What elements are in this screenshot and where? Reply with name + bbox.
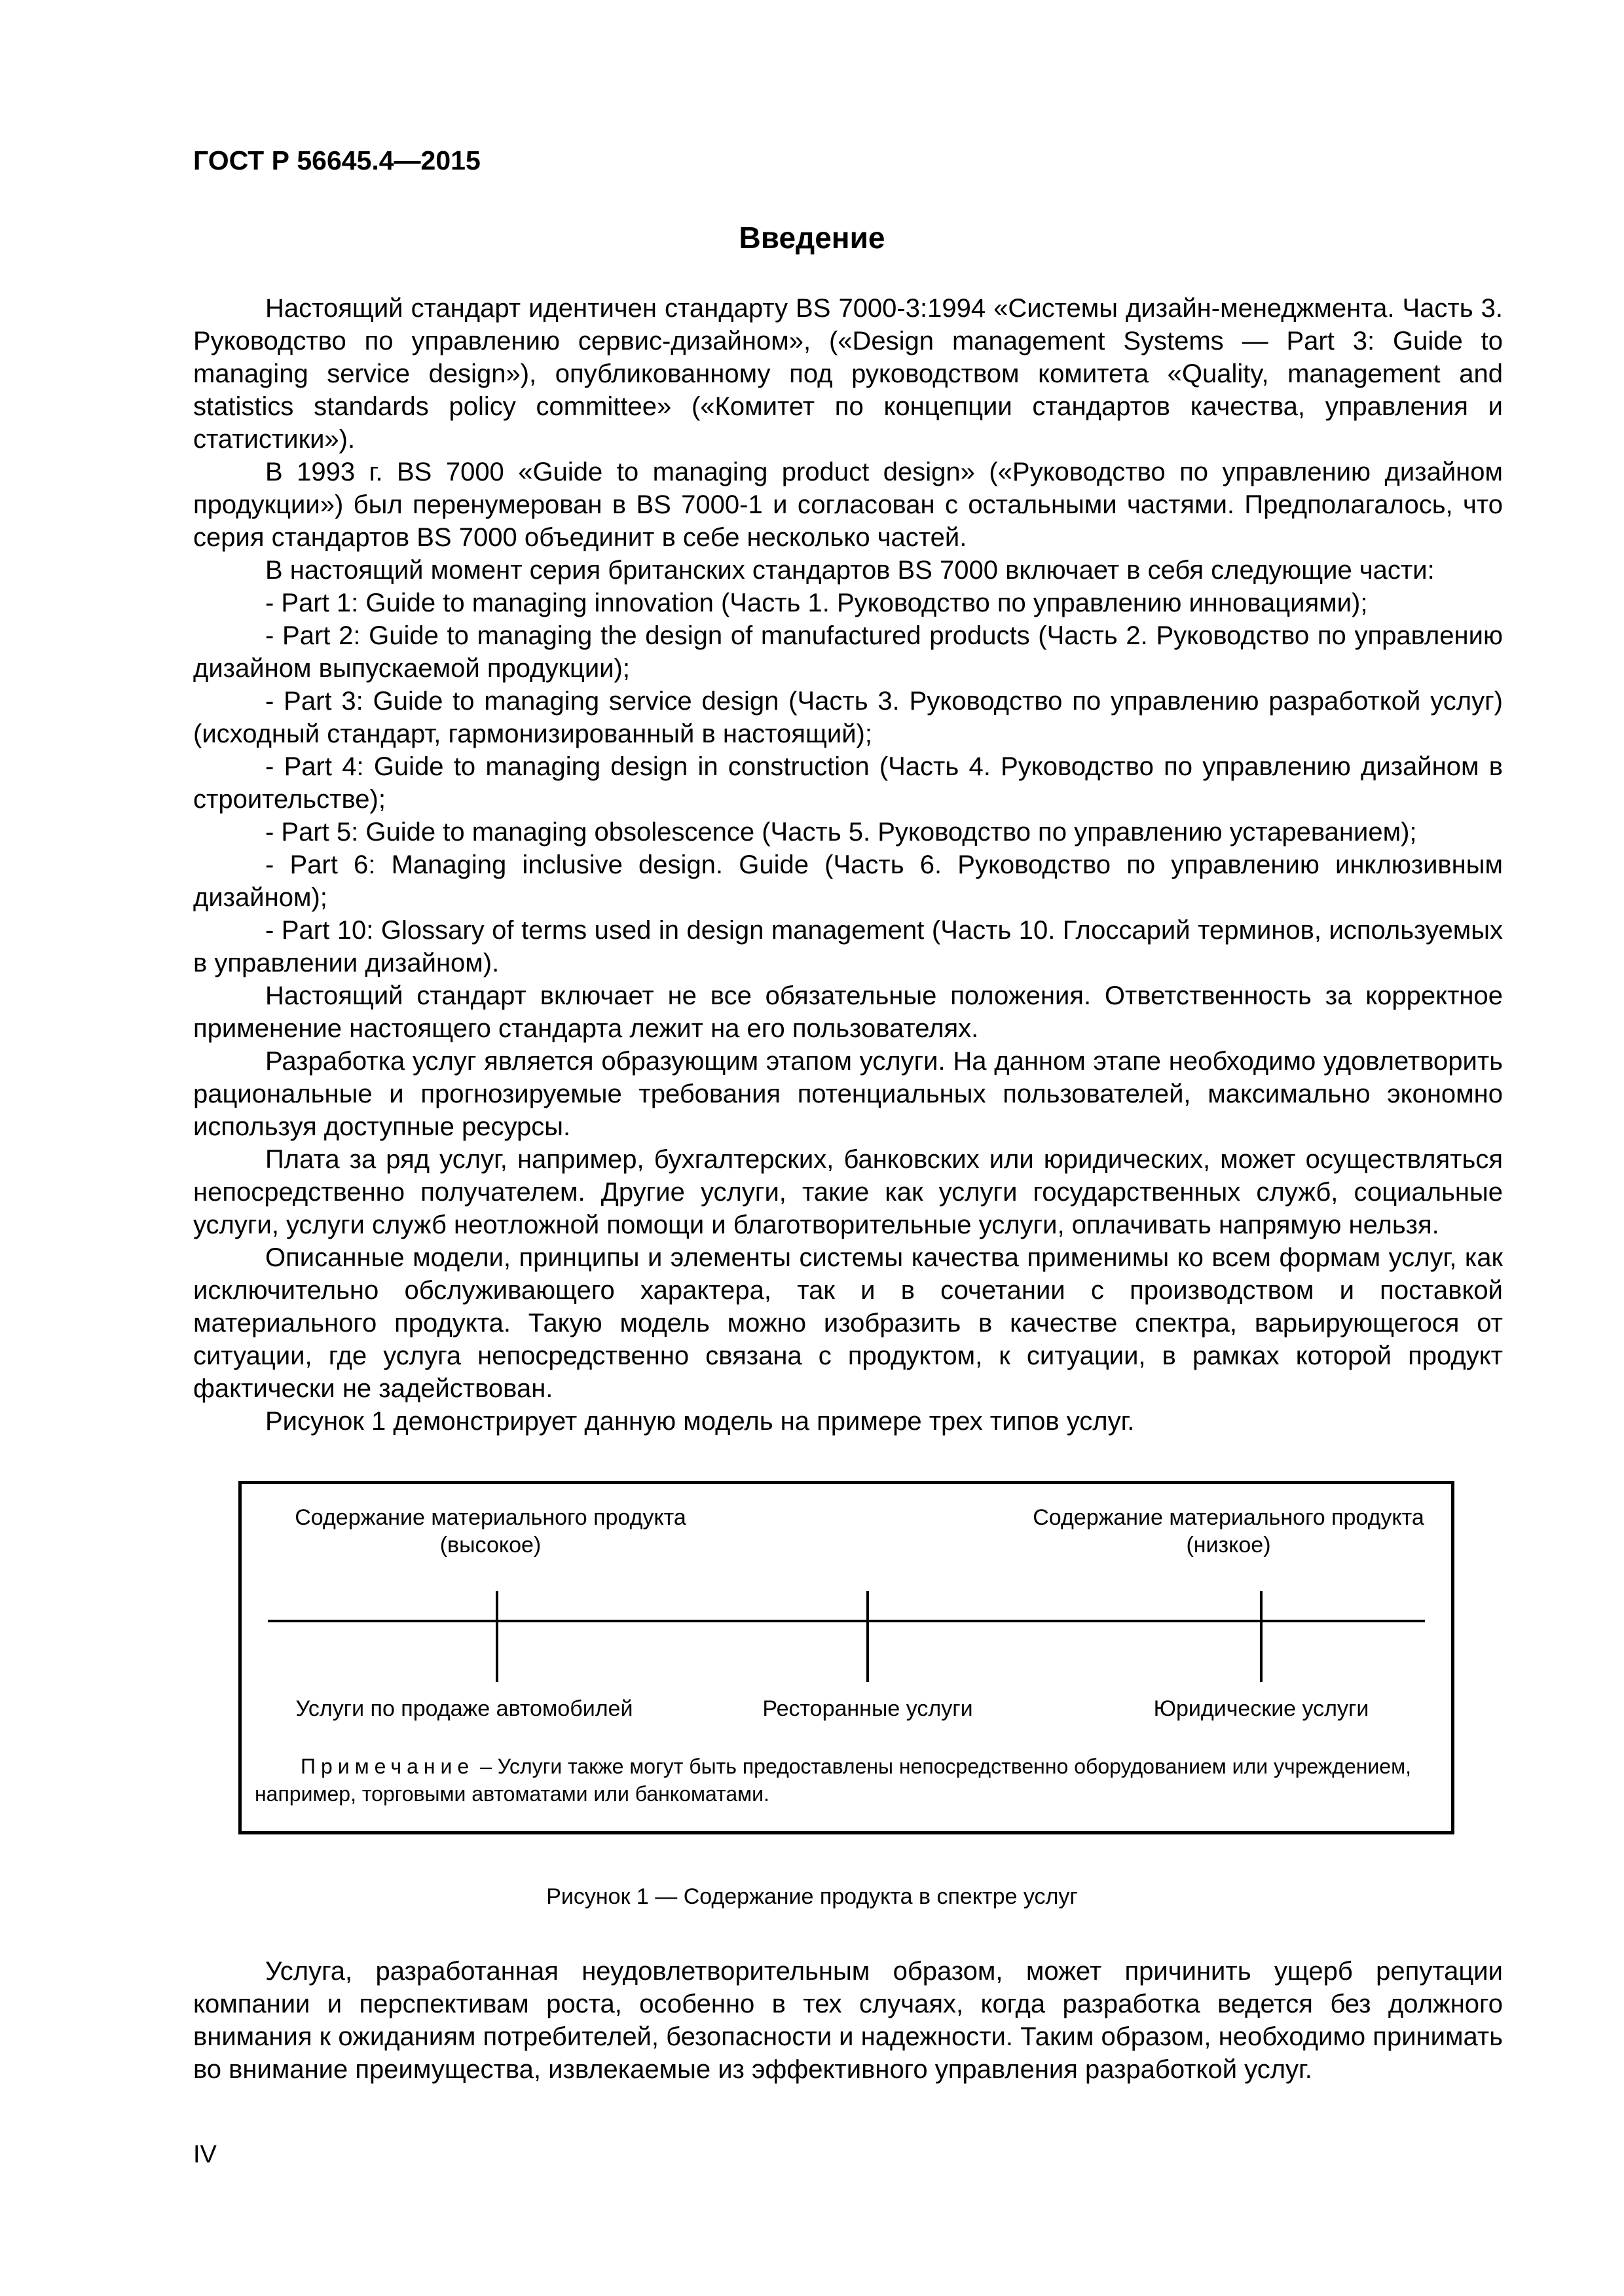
- high-content-label-line1: Содержание материального продукта: [295, 1505, 686, 1530]
- figure-service-spectrum: [238, 1481, 1454, 1834]
- figure-caption: Рисунок 1 — Содержание продукта в спектре услуг: [546, 1884, 1078, 1909]
- closing-body: [193, 1955, 1503, 2086]
- list-item-part-4: - Part 4: Guide to managing design in construction (Часть 4. Руководство по управлению дизайном в строительстве);: [193, 752, 1503, 814]
- paragraph-closing: Услуга, разработанная неудовлетворительным образом, может причинить ущерб репутации компании и перспективам роста, особенно в тех случаях, когда разработка ведется без должного внимания к ожиданиям потребителей, безопасности и надежности. Таким образом, необходимо принимать во внимание преимущества, извлекаемые из эффективного управления разработкой услуг.: [193, 1957, 1503, 2084]
- high-content-label-line2: (высокое): [439, 1533, 542, 1558]
- paragraph-standard-identity: Настоящий стандарт идентичен стандарту BS 7000-3:1994 «Системы дизайн-менеджмента. Часть 3. Руководство по управлению сервис-дизайном», («Design management Systems — Part 3: Guide to managing service design»), опубликованному под руководством комитета «Quality, management and statistics standards policy committee» («Комитет по концепции стандартов качества, управления и статистики»).: [193, 294, 1503, 454]
- list-item-part-1: - Part 1: Guide to managing innovation (Часть 1. Руководство по управлению инновациями);: [265, 589, 1368, 617]
- service-label-legal: Юридические услуги: [1153, 1696, 1369, 1721]
- low-content-label-line1: Содержание материального продукта: [1033, 1505, 1424, 1530]
- paragraph-responsibility: Настоящий стандарт включает не все обязательные положения. Ответственность за корректное применение настоящего стандарта лежит на его пользователях.: [193, 981, 1503, 1043]
- section-title: Введение: [739, 221, 885, 255]
- intro-body: [193, 292, 1503, 1438]
- list-item-part-2: - Part 2: Guide to managing the design of manufactured products (Часть 2. Руководство по управлению дизайном выпускаемой продукции);: [193, 621, 1503, 683]
- paragraph-payment: Плата за ряд услуг, например, бухгалтерских, банковских или юридических, может осуществляться непосредственно получателем. Другие услуги, такие как услуги государственных служб, социальные услуги, услуги служб неотложной помощи и благотворительные услуги, оплачивать напрямую нельзя.: [193, 1145, 1503, 1239]
- list-item-part-5: - Part 5: Guide to managing obsolescence (Часть 5. Руководство по управлению устареванием);: [265, 818, 1417, 847]
- paragraph-service-development: Разработка услуг является образующим этапом услуги. На данном этапе необходимо удовлетворить рациональные и прогнозируемые требования потенциальных пользователей, максимально экономно используя доступные ресурсы.: [193, 1047, 1503, 1141]
- paragraph-series-parts: В настоящий момент серия британских стандартов BS 7000 включает в себя следующие части:: [265, 556, 1435, 585]
- list-item-part-3: - Part 3: Guide to managing service design (Часть 3. Руководство по управлению разработкой услуг) (исходный стандарт, гармонизированный в настоящий);: [193, 687, 1503, 748]
- paragraph-figure-reference: Рисунок 1 демонстрирует данную модель на примере трех типов услуг.: [265, 1407, 1135, 1436]
- service-label-restaurant: Ресторанные услуги: [762, 1696, 973, 1721]
- low-content-label: [1032, 1504, 1425, 1559]
- figure-note-lead: Примечание: [301, 1755, 475, 1778]
- service-label-car-sales: Услуги по продаже автомобилей: [295, 1696, 633, 1721]
- figure-note: [255, 1753, 1440, 1808]
- paragraph-models: Описанные модели, принципы и элементы системы качества применимы ко всем формам услуг, как исключительно обслуживающего характера, так и в сочетании с производством и поставкой материального продукта. Такую модель можно изобразить в качестве спектра, варьирующегося от ситуации, где услуга непосредственно связана с продуктом, к ситуации, в рамках которой продукт фактически не задействован.: [193, 1243, 1503, 1403]
- figure-note-text: – Услуги также могут быть предоставлены непосредственно оборудованием или учреждением, например, торговыми автоматами или банкоматами.: [255, 1755, 1411, 1806]
- high-content-label: [294, 1504, 687, 1559]
- list-item-part-10: - Part 10: Glossary of terms used in design management (Часть 10. Глоссарий терминов, используемых в управлении дизайном).: [193, 916, 1503, 977]
- page-number: IV: [193, 2141, 217, 2168]
- list-item-part-6: - Part 6: Managing inclusive design. Guide (Часть 6. Руководство по управлению инклюзивным дизайном);: [193, 850, 1503, 912]
- low-content-label-line2: (низкое): [1186, 1533, 1271, 1558]
- document-code-header: ГОСТ Р 56645.4—2015: [193, 145, 481, 175]
- paragraph-renumbering: В 1993 г. BS 7000 «Guide to managing product design» («Руководство по управлению дизайном продукции») был перенумерован в BS 7000-1 и согласован с остальными частями. Предполагалось, что серия стандартов BS 7000 объединит в себе несколько частей.: [193, 458, 1503, 552]
